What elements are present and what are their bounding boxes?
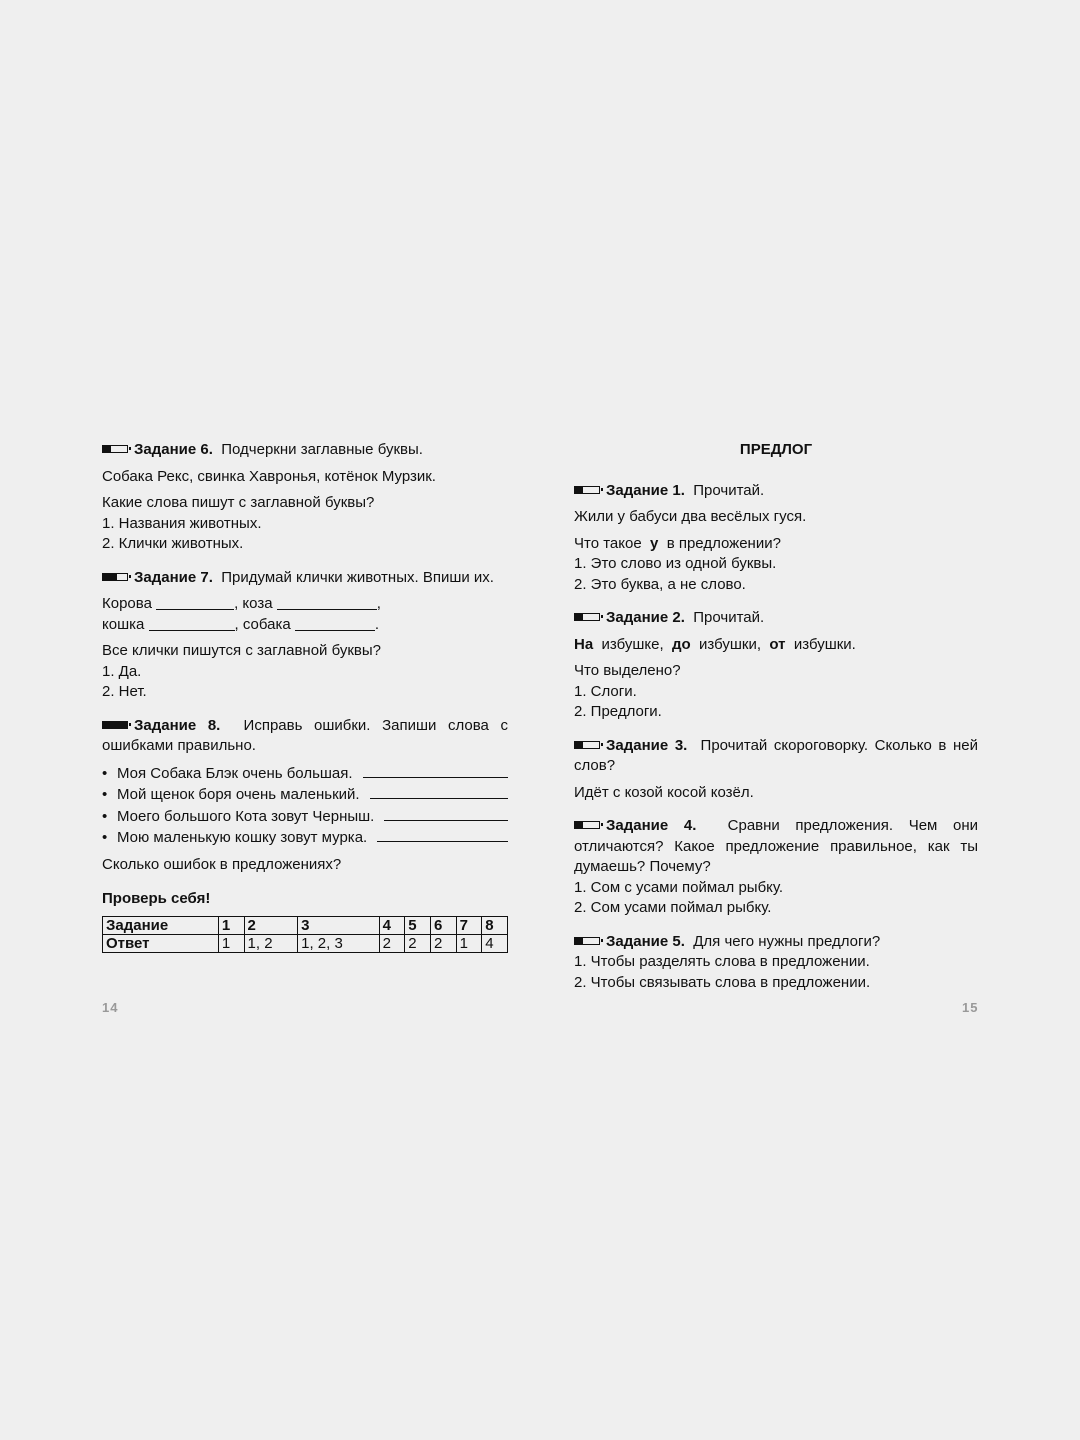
task-label: Задание 8. bbox=[134, 716, 221, 734]
answer-option: 1. Да. bbox=[102, 662, 142, 680]
answer-option: 2. Чтобы связывать слова в предложении. bbox=[574, 973, 871, 991]
difficulty-icon bbox=[574, 937, 600, 945]
table-cell: 2 bbox=[405, 934, 431, 952]
animal-word: , собака bbox=[234, 615, 291, 633]
question-text: Что такое bbox=[574, 534, 642, 552]
task-label: Задание 5. bbox=[606, 932, 685, 950]
table-row bbox=[103, 916, 508, 934]
answer-blank[interactable] bbox=[370, 784, 508, 799]
question-text: в предложении? bbox=[666, 534, 781, 552]
task-question: Все клички пишутся с заглавной буквы? bbox=[102, 642, 382, 659]
task-7-heading bbox=[102, 568, 508, 589]
fill-line bbox=[102, 594, 508, 615]
table-cell: 5 bbox=[405, 916, 431, 934]
task-4-heading bbox=[574, 816, 978, 878]
answer-option: 2. Сом усами поймал рыбку. bbox=[574, 899, 772, 916]
answer-option: 2. Это буква, а не слово. bbox=[574, 575, 746, 593]
task-5-heading bbox=[574, 932, 978, 953]
answer-blank[interactable] bbox=[149, 616, 235, 631]
task-label: Задание 3. bbox=[606, 736, 688, 754]
table-cell: 3 bbox=[298, 916, 379, 934]
task-question: Что выделено? bbox=[574, 662, 681, 679]
table-cell: 1 bbox=[218, 934, 244, 952]
bullet-icon: • bbox=[102, 807, 108, 825]
answer-blank[interactable] bbox=[363, 763, 508, 778]
answer-option: 1. Сом с усами поймал рыбку. bbox=[574, 878, 784, 896]
animal-word: Корова bbox=[102, 595, 152, 612]
task-sentence: Идёт с козой косой козёл. bbox=[574, 783, 754, 801]
answer-blank[interactable] bbox=[156, 595, 234, 610]
list-item bbox=[102, 806, 508, 828]
task-text: Подчеркни заглавные буквы. bbox=[221, 441, 423, 458]
difficulty-icon bbox=[102, 445, 128, 453]
difficulty-icon bbox=[574, 613, 600, 621]
highlighted-word: На bbox=[574, 635, 594, 653]
page-number: 15 bbox=[962, 1000, 979, 1015]
answer-blank[interactable] bbox=[295, 616, 375, 631]
table-cell: 1, 2 bbox=[244, 934, 298, 952]
list-item bbox=[102, 763, 508, 785]
task-1-heading bbox=[574, 481, 978, 502]
task-label: Задание 4. bbox=[606, 817, 697, 834]
list-item bbox=[102, 784, 508, 806]
sentence: Моя Собака Блэк очень большая. bbox=[117, 764, 353, 782]
task-question: Сколько ошибок в предложениях? bbox=[102, 855, 342, 873]
task-question: Какие слова пишут с заглавной буквы? bbox=[102, 494, 375, 511]
bullet-list bbox=[102, 763, 508, 849]
task-question bbox=[574, 534, 978, 555]
table-cell: 2 bbox=[379, 934, 405, 952]
word: избушки, bbox=[699, 635, 762, 653]
answer-option: 1. Названия животных. bbox=[102, 514, 262, 532]
table-cell: 6 bbox=[430, 916, 456, 934]
table-cell: 4 bbox=[379, 916, 405, 934]
check-yourself-title: Проверь себя! bbox=[102, 890, 211, 907]
task-sentence: Жили у бабуси два весёлых гуся. bbox=[574, 508, 807, 525]
table-cell: 1 bbox=[456, 934, 482, 952]
task-label: Задание 6. bbox=[134, 441, 213, 458]
table-cell: 8 bbox=[482, 916, 508, 934]
animal-word: кошка bbox=[102, 615, 145, 633]
table-cell: 1 bbox=[218, 916, 244, 934]
task-text: Сравни предложения. Чем они отличаются? Какое предложение правильное, как ты думаешь? Почему? bbox=[574, 817, 978, 875]
task-text: Прочитай. bbox=[693, 609, 765, 626]
animal-word: , коза bbox=[234, 595, 273, 612]
table-cell: 4 bbox=[482, 934, 508, 952]
answer-option: 1. Слоги. bbox=[574, 682, 637, 700]
left-page bbox=[102, 440, 508, 953]
bullet-icon: • bbox=[102, 764, 108, 782]
highlighted-word: у bbox=[650, 534, 659, 552]
punctuation: , bbox=[376, 595, 381, 612]
page-number: 14 bbox=[102, 1000, 119, 1015]
task-3-heading bbox=[574, 736, 978, 777]
table-cell: Задание bbox=[103, 916, 219, 934]
sentence: Мой щенок боря очень маленький. bbox=[117, 786, 360, 803]
answer-option: 2. Предлоги. bbox=[574, 703, 662, 720]
answer-blank[interactable] bbox=[384, 806, 508, 821]
right-page bbox=[574, 440, 978, 993]
highlighted-word: до bbox=[672, 635, 691, 653]
bullet-icon: • bbox=[102, 829, 108, 846]
difficulty-icon bbox=[574, 741, 600, 749]
answer-blank[interactable] bbox=[277, 595, 377, 610]
task-text: Прочитай. bbox=[693, 481, 765, 499]
difficulty-icon bbox=[574, 486, 600, 494]
task-label: Задание 1. bbox=[606, 481, 685, 499]
answer-option: 1. Чтобы разделять слова в предложении. bbox=[574, 953, 870, 970]
bullet-icon: • bbox=[102, 786, 108, 803]
word: избушки. bbox=[793, 635, 856, 653]
highlighted-word: от bbox=[769, 635, 786, 653]
task-8-heading bbox=[102, 716, 508, 757]
task-6-heading bbox=[102, 440, 508, 461]
table-cell: 1, 2, 3 bbox=[298, 934, 379, 952]
task-text: Придумай клички животных. Впиши их. bbox=[221, 568, 494, 586]
answer-option: 2. Нет. bbox=[102, 683, 147, 700]
task-2-heading bbox=[574, 608, 978, 629]
difficulty-icon bbox=[102, 721, 128, 729]
sentence: Моего большого Кота зовут Черныш. bbox=[117, 807, 375, 825]
sentence: Мою маленькую кошку зовут мурка. bbox=[117, 829, 368, 846]
task-sentence: Собака Рекс, свинка Хавронья, котёнок Мурзик. bbox=[102, 467, 436, 485]
answer-option: 1. Это слово из одной буквы. bbox=[574, 555, 777, 572]
list-item bbox=[102, 827, 508, 849]
fill-line bbox=[102, 615, 508, 636]
table-cell: 2 bbox=[430, 934, 456, 952]
section-title: ПРЕДЛОГ bbox=[739, 441, 813, 458]
answer-option: 2. Клички животных. bbox=[102, 535, 244, 552]
task-sentence bbox=[574, 635, 978, 656]
table-cell: 7 bbox=[456, 916, 482, 934]
table-cell: 2 bbox=[244, 916, 298, 934]
punctuation: . bbox=[374, 615, 380, 633]
table-cell: Ответ bbox=[103, 934, 219, 952]
task-text: Прочитай скороговорку. Сколько в ней слов? bbox=[574, 736, 978, 774]
difficulty-icon bbox=[102, 573, 128, 581]
task-label: Задание 7. bbox=[134, 568, 213, 586]
table-row bbox=[103, 934, 508, 952]
answer-key-table bbox=[102, 916, 508, 953]
task-text: Для чего нужны предлоги? bbox=[693, 932, 881, 950]
task-text: Исправь ошибки. Запиши слова с ошибками правильно. bbox=[102, 716, 508, 754]
word: избушке, bbox=[601, 635, 664, 653]
task-label: Задание 2. bbox=[606, 609, 685, 626]
difficulty-icon bbox=[574, 821, 600, 829]
answer-blank[interactable] bbox=[377, 827, 508, 842]
